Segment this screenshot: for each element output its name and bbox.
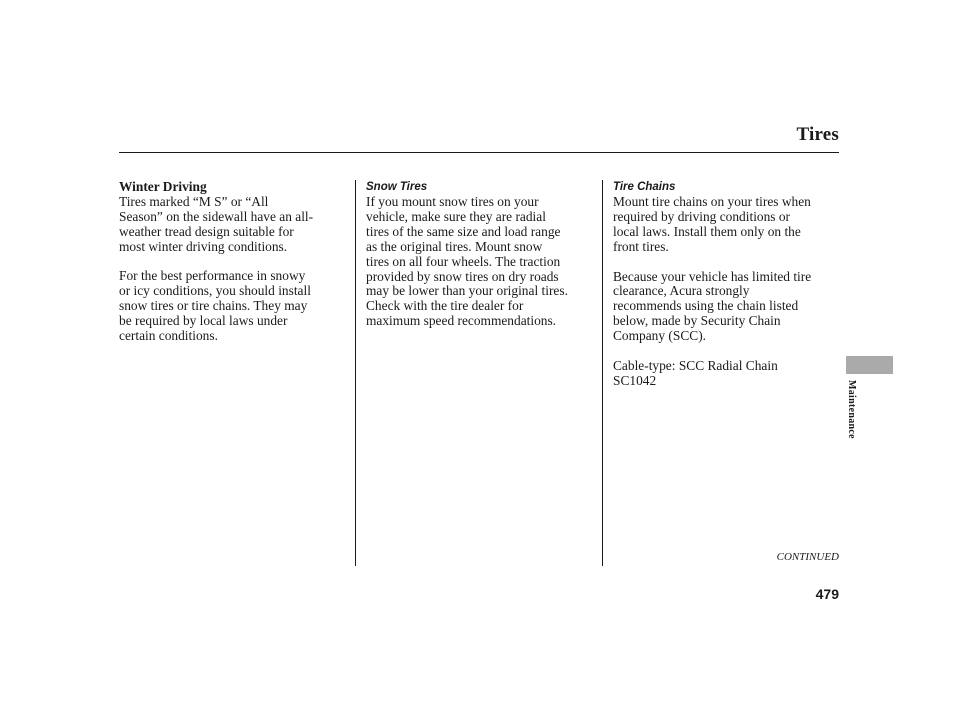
column-divider (355, 180, 356, 566)
section-tab-marker (846, 356, 893, 374)
column-tire-chains (613, 180, 843, 404)
page-title: Tires (796, 124, 839, 145)
paragraph: Cable-type: SCC Radial Chain SC1042 (613, 357, 778, 388)
section-heading-snow-tires: Snow Tires (366, 181, 428, 193)
paragraph: Because your vehicle has limited tire clearance, Acura strongly recommends using the chain listed below, made by Security Chain Company (SCC). (613, 268, 812, 344)
paragraph: For the best performance in snowy or icy conditions, you should install snow tires or tire chains. They may be required by local laws under certain conditions. (119, 268, 311, 344)
page-number: 479 (815, 586, 839, 602)
paragraph: Tires marked “M S” or “All Season” on the sidewall have an all- weather tread design suitable for most winter driving conditions. (119, 193, 314, 254)
section-heading-tire-chains: Tire Chains (613, 181, 676, 193)
section-tab-label: Maintenance (846, 380, 857, 439)
paragraph: If you mount snow tires on your vehicle, make sure they are radial tires of the same size and load range as the original tires. Mount snow tires on all four wheels. The traction provided by snow tires on dry roads may be lower than your original tires. Check with the tire dealer for maximum speed recommendations. (366, 194, 568, 329)
column-snow-tires (366, 180, 598, 344)
section-heading-winter-driving: Winter Driving (119, 179, 207, 194)
column-winter-driving (119, 180, 344, 359)
continued-label: CONTINUED (776, 551, 839, 563)
column-divider (602, 180, 603, 566)
title-rule (119, 152, 839, 153)
paragraph: Mount tire chains on your tires when required by driving conditions or local laws. Install them only on the front tires. (613, 194, 811, 254)
